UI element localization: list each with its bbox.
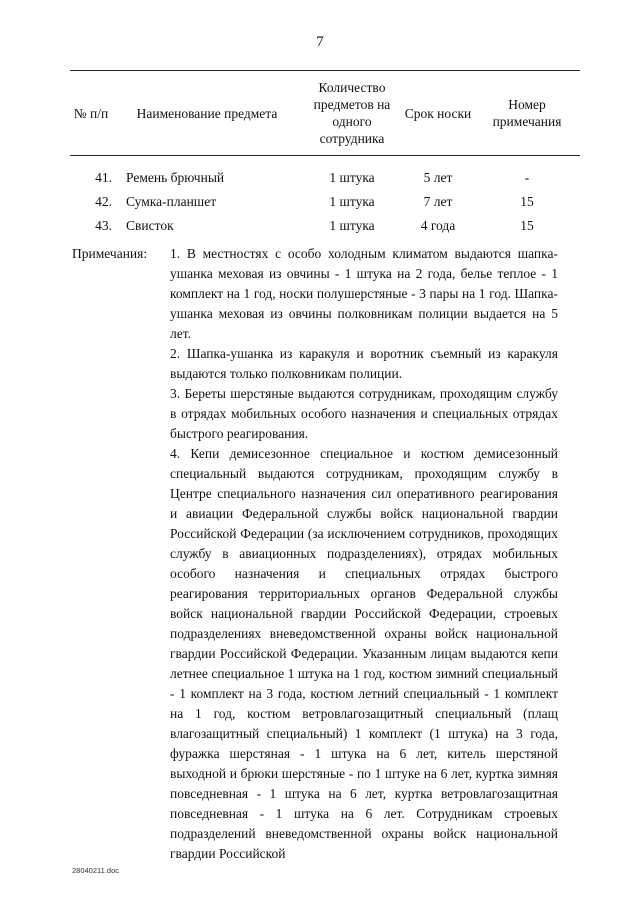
row-qty: 1 штука [329, 218, 375, 233]
row-note: 15 [520, 218, 534, 233]
row-term: 5 лет [423, 170, 453, 185]
row-note: 15 [520, 194, 534, 209]
row-name: Ремень брючный [126, 170, 225, 185]
header-term: Срок носки [404, 105, 472, 121]
note-item: 4. Кепи демисезонное специальное и костюм демисезонный специальный выдаются сотрудникам, проходящим службу в Центре специального назначения сил оперативного реагирования и авиации Федеральной службы войск национальной гвардии Российской Федерации (за исключением сотрудников, проходящих службу в авиационных подразделениях), отрядах мобильных особого назначения и специальных отрядах быстрого реагирования территориальных органов Федеральной службы войск национальной гвардии Российской Федерации, строевых подразделениях вневедомственной охраны войск национальной гвардии Российской Федерации. Указанным лицам выдаются кепи летнее специальное 1 штука на 1 год, костюм зимний специальный - 1 комплект на 3 года, костюм летний специальный - 1 комплект на 1 год, костюм ветровлагозащитный специальный (плащ влагозащитный специальный) 1 комплект (1 штука) на 3 года, фуражка шерстяная - 1 штука на 6 лет, китель шерстяной выходной и брюки шерстяные - по 1 штуке на 6 лет, куртка зимняя повседневная - 1 штука на 6 лет, куртка ветровлагозащитная повседневная - 1 штука на 6 лет. Сотрудникам строевых подразделений вневедомственной охраны войск национальной гвардии Российской [170, 446, 558, 861]
page-number: 7 [316, 34, 324, 50]
header-num: № п/п [73, 105, 109, 121]
header-note: Номер примечания [492, 97, 562, 129]
row-name: Свисток [126, 218, 174, 233]
row-name: Сумка-планшет [126, 194, 217, 209]
table-row [70, 190, 580, 214]
note-item: 2. Шапка-ушанка из каракуля и воротник съемный из каракуля выдаются только полковникам полиции. [170, 346, 558, 381]
table-row [70, 214, 580, 238]
notes-label: Примечания: [72, 246, 148, 261]
row-num: 42. [95, 194, 112, 209]
table-header [70, 70, 580, 156]
row-num: 43. [95, 218, 112, 233]
table-row [70, 166, 580, 190]
row-term: 4 года [420, 218, 456, 233]
row-qty: 1 штука [329, 194, 375, 209]
row-num: 41. [95, 170, 112, 185]
document-filename: 28040211.doc [72, 866, 119, 875]
row-term: 7 лет [423, 194, 453, 209]
row-note: - [524, 170, 530, 185]
note-item: 3. Береты шерстяные выдаются сотрудникам, проходящим службу в отрядах мобильных особого назначения и специальных отрядах быстрого реагирования. [170, 386, 558, 441]
note-item: 1. В местностях с особо холодным климатом выдаются шапка-ушанка меховая из овчины - 1 штука на 2 года, белье теплое - 1 комплект на 1 год, носки полушерстяные - 3 пары на 1 год. Шапка-ушанка меховая из овчины полковникам полиции выдается на 5 лет. [170, 246, 558, 341]
items-table [70, 70, 580, 238]
header-name: Наименование предмета [136, 105, 278, 121]
table-body [70, 156, 580, 238]
notes-list [170, 244, 558, 864]
header-qty: Количество предметов на одного сотрудника [313, 80, 391, 146]
row-qty: 1 штука [329, 170, 375, 185]
